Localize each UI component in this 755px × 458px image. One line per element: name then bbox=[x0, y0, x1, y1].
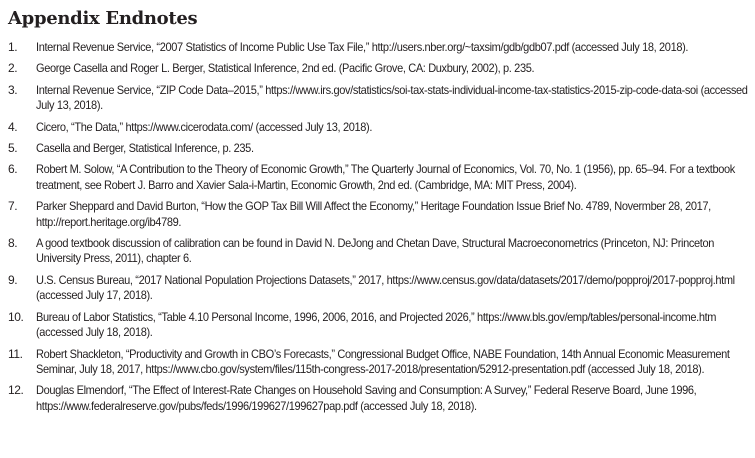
endnote-text: Robert M. Solow, “A Contribution to the Theory of Economic Growth,” The Quarterly Journal of Economics, Vol. 70, No. 1 (1956), pp. 65–94. For a textbook treatment, see Robert J. Barro and Xavier Sala-i-Martin, Economic Growth, 2nd ed. (Cambridge, MA: MIT Press, 2004). bbox=[36, 162, 735, 192]
endnote-text: A good textbook discussion of calibration can be found in David N. DeJong and Chetan Dave, Structural Macroeconometrics (Princeton, NJ: Princeton University Press, 2011), chapter 6. bbox=[36, 236, 715, 266]
endnote-number: 8. bbox=[8, 236, 18, 251]
endnote-item bbox=[8, 61, 755, 76]
endnote-item bbox=[8, 236, 755, 267]
endnote-text: U.S. Census Bureau, “2017 National Population Projections Datasets,” 2017, https://www.census.gov/data/datasets/2017/demo/popproj/2017-popproj.html (accessed July 17, 2018). bbox=[36, 272, 735, 303]
endnote-number: 2. bbox=[8, 61, 18, 76]
endnote-number: 5. bbox=[8, 141, 18, 156]
endnote-number: 6. bbox=[8, 162, 18, 177]
endnote-number: 7. bbox=[8, 199, 18, 214]
endnote-number: 3. bbox=[8, 82, 18, 97]
endnote-text: George Casella and Roger L. Berger, Statistical Inference, 2nd ed. (Pacific Grove, CA: Duxbury, 2002), p. 235. bbox=[36, 61, 535, 76]
endnote-item bbox=[8, 310, 755, 341]
endnote-number: 4. bbox=[8, 119, 18, 134]
endnote-item bbox=[8, 83, 755, 114]
endnote-text: Internal Revenue Service, “2007 Statistics of Income Public Use Tax File,” http://users.nber.org/~taxsim/gdb/gdb07.pdf (accessed July 18, 2018). bbox=[36, 40, 689, 54]
endnote-item bbox=[8, 141, 755, 156]
endnote-text: Douglas Elmendorf, “The Effect of Interest-Rate Changes on Household Saving and Consumption: A Survey,” Federal Reserve Board, June 1996, https://www.federalreserve.gov/pubs/feds/1996/199627/199627pap.pdf (accessed July 18, 2018). bbox=[36, 383, 697, 413]
page-title: Appendix Endnotes bbox=[8, 8, 198, 29]
endnotes-list bbox=[8, 40, 755, 414]
endnote-item bbox=[8, 162, 755, 193]
endnote-number: 9. bbox=[8, 272, 18, 287]
endnote-text: Casella and Berger, Statistical Inference, p. 235. bbox=[36, 141, 254, 156]
endnote-item bbox=[8, 40, 755, 55]
endnote-item bbox=[8, 199, 755, 230]
endnote-item bbox=[8, 383, 755, 414]
endnote-text: Parker Sheppard and David Burton, “How the GOP Tax Bill Will Affect the Economy,” Heritage Foundation Issue Brief No. 4789, Novermber 28, 2017, http://report.heritage.org/ib4789. bbox=[36, 199, 711, 229]
endnote-item bbox=[8, 273, 755, 304]
endnote-number: 10. bbox=[8, 309, 24, 324]
endnote-text: Internal Revenue Service, “ZIP Code Data–2015,” https://www.irs.gov/statistics/soi-tax-stats-individual-income-tax-statistics-2015-zip-code-data-soi (accessed July 13, 2018). bbox=[36, 82, 748, 113]
endnote-item bbox=[8, 347, 755, 378]
endnote-text: Robert Shackleton, “Productivity and Growth in CBO’s Forecasts,” Congressional Budget Office, NABE Foundation, 14th Annual Economic Measurement Seminar, July 18, 2017, https://www.cbo.gov/system/files/115th-congress-2017-2018/presentation/52912-presentation.pdf (accessed July 18, 2018). bbox=[36, 346, 730, 376]
endnote-number: 1. bbox=[8, 40, 18, 54]
endnote-number: 12. bbox=[8, 383, 24, 398]
endnote-text: Bureau of Labor Statistics, “Table 4.10 Personal Income, 1996, 2006, 2016, and Projected 2026,” https://www.bls.gov/emp/tables/personal-income.htm (accessed July 18, 2018). bbox=[36, 309, 717, 340]
endnote-item bbox=[8, 120, 755, 135]
endnote-number: 11. bbox=[8, 346, 23, 361]
endnote-text: Cicero, “The Data,” https://www.cicerodata.com/ (accessed July 13, 2018). bbox=[36, 119, 373, 134]
